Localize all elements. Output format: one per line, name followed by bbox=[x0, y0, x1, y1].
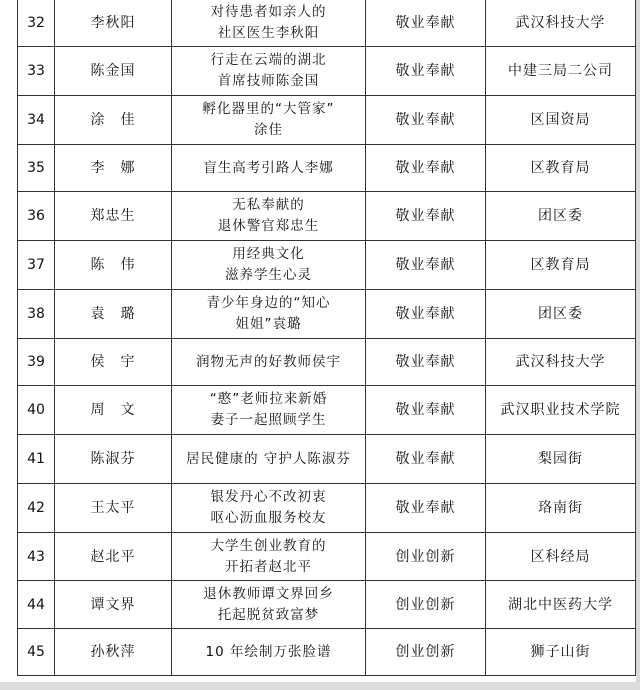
page-edge-bottom bbox=[0, 682, 640, 690]
person-name-cell: 李秋阳 bbox=[55, 0, 172, 47]
person-name-cell: 陈金国 bbox=[55, 47, 172, 96]
table-row bbox=[18, 386, 636, 435]
award-category-cell: 敬业奉献 bbox=[366, 192, 486, 241]
award-category-cell: 敬业奉献 bbox=[366, 386, 486, 435]
deed-title-cell: 退休教师谭文界回乡 托起脱贫致富梦 bbox=[172, 581, 366, 629]
deed-title-cell: “憨”老师拉来新婚 妻子一起照顾学生 bbox=[172, 386, 366, 435]
award-category-cell: 敬业奉献 bbox=[366, 435, 486, 484]
award-category-cell: 敬业奉献 bbox=[366, 290, 486, 339]
table-row bbox=[18, 0, 636, 47]
table-row bbox=[18, 192, 636, 241]
table-row bbox=[18, 533, 636, 581]
deed-title-cell: 孵化器里的“大管家” 涂佳 bbox=[172, 96, 366, 145]
deed-title-cell: 用经典文化 滋养学生心灵 bbox=[172, 241, 366, 290]
person-name-cell: 袁 璐 bbox=[55, 290, 172, 339]
work-unit-cell: 湖北中医药大学 bbox=[486, 581, 636, 629]
row-number-cell: 33 bbox=[18, 47, 55, 96]
row-number-cell: 45 bbox=[18, 629, 55, 676]
table-row bbox=[18, 290, 636, 339]
work-unit-cell: 梨园街 bbox=[486, 435, 636, 484]
award-category-cell: 创业创新 bbox=[366, 581, 486, 629]
row-number-cell: 36 bbox=[18, 192, 55, 241]
work-unit-cell: 区教育局 bbox=[486, 241, 636, 290]
work-unit-cell: 团区委 bbox=[486, 192, 636, 241]
deed-title-cell: 对待患者如亲人的 社区医生李秋阳 bbox=[172, 0, 366, 47]
person-name-cell: 谭文界 bbox=[55, 581, 172, 629]
award-category-cell: 敬业奉献 bbox=[366, 339, 486, 386]
person-name-cell: 涂 佳 bbox=[55, 96, 172, 145]
award-category-cell: 敬业奉献 bbox=[366, 241, 486, 290]
table-row bbox=[18, 435, 636, 484]
person-name-cell: 王太平 bbox=[55, 484, 172, 533]
deed-title-cell: 润物无声的好教师侯宇 bbox=[172, 339, 366, 386]
table-row bbox=[18, 96, 636, 145]
work-unit-cell: 狮子山街 bbox=[486, 629, 636, 676]
row-number-cell: 40 bbox=[18, 386, 55, 435]
person-name-cell: 郑忠生 bbox=[55, 192, 172, 241]
table-row bbox=[18, 629, 636, 676]
table-row bbox=[18, 241, 636, 290]
person-name-cell: 赵北平 bbox=[55, 533, 172, 581]
work-unit-cell: 团区委 bbox=[486, 290, 636, 339]
row-number-cell: 43 bbox=[18, 533, 55, 581]
row-number-cell: 35 bbox=[18, 145, 55, 192]
person-name-cell: 陈 伟 bbox=[55, 241, 172, 290]
deed-title-cell: 青少年身边的“知心 姐姐”袁璐 bbox=[172, 290, 366, 339]
award-category-cell: 敬业奉献 bbox=[366, 145, 486, 192]
table-row bbox=[18, 484, 636, 533]
table-row bbox=[18, 339, 636, 386]
work-unit-cell: 武汉科技大学 bbox=[486, 339, 636, 386]
work-unit-cell: 区国资局 bbox=[486, 96, 636, 145]
row-number-cell: 41 bbox=[18, 435, 55, 484]
page-edge-right bbox=[636, 0, 640, 690]
deed-title-cell: 10 年绘制万张脸谱 bbox=[172, 629, 366, 676]
person-name-cell: 李 娜 bbox=[55, 145, 172, 192]
person-name-cell: 周 文 bbox=[55, 386, 172, 435]
person-name-cell: 陈淑芬 bbox=[55, 435, 172, 484]
table-row bbox=[18, 47, 636, 96]
deed-title-cell: 盲生高考引路人李娜 bbox=[172, 145, 366, 192]
honoree-table bbox=[17, 0, 636, 676]
row-number-cell: 39 bbox=[18, 339, 55, 386]
person-name-cell: 孙秋萍 bbox=[55, 629, 172, 676]
deed-title-cell: 银发丹心不改初衷 呕心沥血服务校友 bbox=[172, 484, 366, 533]
deed-title-cell: 无私奉献的 退休警官郑忠生 bbox=[172, 192, 366, 241]
award-category-cell: 创业创新 bbox=[366, 533, 486, 581]
row-number-cell: 34 bbox=[18, 96, 55, 145]
row-number-cell: 38 bbox=[18, 290, 55, 339]
deed-title-cell: 行走在云端的湖北 首席技师陈金国 bbox=[172, 47, 366, 96]
award-category-cell: 敬业奉献 bbox=[366, 96, 486, 145]
work-unit-cell: 武汉职业技术学院 bbox=[486, 386, 636, 435]
award-category-cell: 敬业奉献 bbox=[366, 47, 486, 96]
row-number-cell: 37 bbox=[18, 241, 55, 290]
person-name-cell: 侯 宇 bbox=[55, 339, 172, 386]
work-unit-cell: 中建三局二公司 bbox=[486, 47, 636, 96]
work-unit-cell: 珞南街 bbox=[486, 484, 636, 533]
award-category-cell: 创业创新 bbox=[366, 629, 486, 676]
award-category-cell: 敬业奉献 bbox=[366, 484, 486, 533]
award-category-cell: 敬业奉献 bbox=[366, 0, 486, 47]
deed-title-cell: 大学生创业教育的 开拓者赵北平 bbox=[172, 533, 366, 581]
row-number-cell: 44 bbox=[18, 581, 55, 629]
work-unit-cell: 武汉科技大学 bbox=[486, 0, 636, 47]
work-unit-cell: 区科经局 bbox=[486, 533, 636, 581]
work-unit-cell: 区教育局 bbox=[486, 145, 636, 192]
table-row bbox=[18, 581, 636, 629]
row-number-cell: 42 bbox=[18, 484, 55, 533]
deed-title-cell: 居民健康的 守护人陈淑芬 bbox=[172, 435, 366, 484]
row-number-cell: 32 bbox=[18, 0, 55, 47]
table-row bbox=[18, 145, 636, 192]
table-body bbox=[18, 0, 636, 676]
